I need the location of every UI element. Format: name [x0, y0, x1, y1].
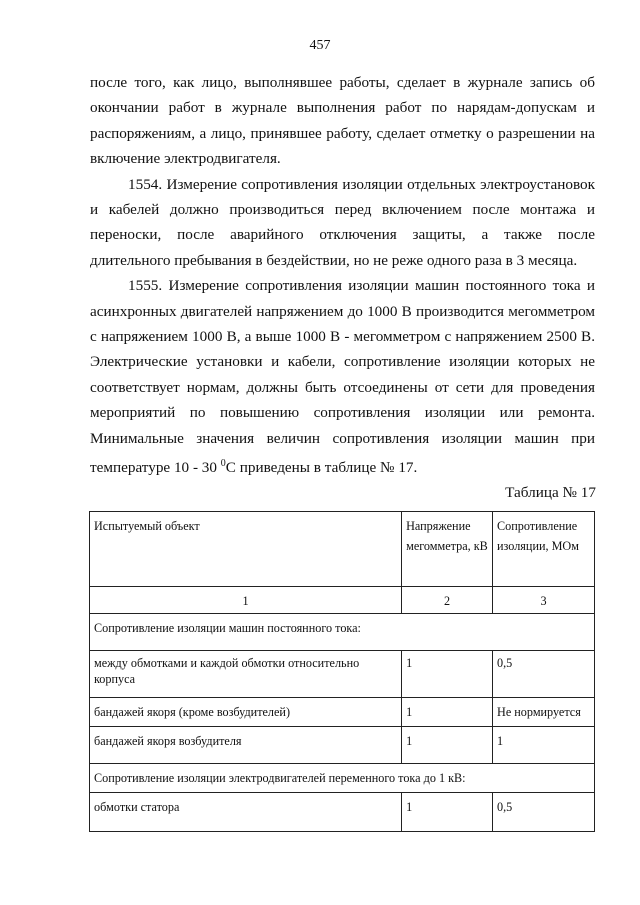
table-caption: Таблица № 17 — [505, 484, 596, 501]
column-number: 3 — [493, 587, 595, 614]
page-number: 457 — [309, 38, 331, 53]
table-row — [90, 727, 595, 764]
cell-resistance: 0,5 — [493, 793, 595, 832]
section-title-dc: Сопротивление изоляции машин постоянного тока: — [90, 614, 595, 651]
cell-resistance: 1 — [493, 727, 595, 764]
table-row — [90, 698, 595, 727]
cell-voltage: 1 — [402, 727, 493, 764]
table-row — [90, 651, 595, 698]
section-title-ac: Сопротивление изоляции электродвигателей переменного тока до 1 кВ: — [90, 764, 595, 793]
header-voltage: Напряжение мегомметра, кВ — [402, 512, 493, 587]
paragraph-1554: 1554. Измерение сопротивления изоляции отдельных электроустановок и кабелей должно производиться перед включением после монтажа и переноски, после аварийного отключения защиты, а также после длительного пребывания в бездействии, но не реже одного раза в 3 месяца. — [90, 175, 595, 269]
paragraph-continuation: после того, как лицо, выполнявшее работы, сделает в журнале запись об окончании работ в журнале выполнения работ по нарядам-допускам и распоряжениям, а лицо, принявшее работу, сделает отметку о разрешении на включение электродвигателя. — [90, 74, 595, 168]
paragraph-1555-tail: С приведены в таблице № 17. — [225, 459, 418, 477]
column-number: 1 — [90, 587, 402, 614]
body-text — [90, 70, 595, 481]
section-row-ac — [90, 764, 595, 793]
paragraph-1555 — [90, 273, 595, 480]
table-header-row — [90, 512, 595, 587]
paragraph-1555-text: 1555. Измерение сопротивления изоляции машин постоянного тока и асинхронных двигателей напряжением до 1000 В производится мегомметром с напряжением 1000 В, а выше 1000 В - мегомметром с напряжением 2500 В. Электрические установки и кабели, сопротивление изоляции которых не соответствует нормам, должны быть отсоединены от сети для проведения мероприятий по повышению сопротивления изоляции или ремонта. Минимальные значения величин сопротивления изоляции машин при температуре 10 - 30 — [90, 277, 595, 477]
cell-resistance: 0,5 — [493, 651, 595, 698]
header-object: Испытуемый объект — [90, 512, 402, 587]
insulation-table — [89, 511, 595, 832]
table-row — [90, 793, 595, 832]
cell-voltage: 1 — [402, 793, 493, 832]
cell-voltage: 1 — [402, 698, 493, 727]
degree-superscript: 0 — [220, 458, 226, 470]
cell-resistance: Не нормируется — [493, 698, 595, 727]
section-row-dc — [90, 614, 595, 651]
cell-object: бандажей якоря (кроме возбудителей) — [90, 698, 402, 727]
column-number: 2 — [402, 587, 493, 614]
column-number-row — [90, 587, 595, 614]
cell-object: бандажей якоря возбудителя — [90, 727, 402, 764]
cell-voltage: 1 — [402, 651, 493, 698]
cell-object: между обмотками и каждой обмотки относительно корпуса — [90, 651, 402, 698]
cell-object: обмотки статора — [90, 793, 402, 832]
header-resistance: Сопротивление изоляции, МОм — [493, 512, 595, 587]
